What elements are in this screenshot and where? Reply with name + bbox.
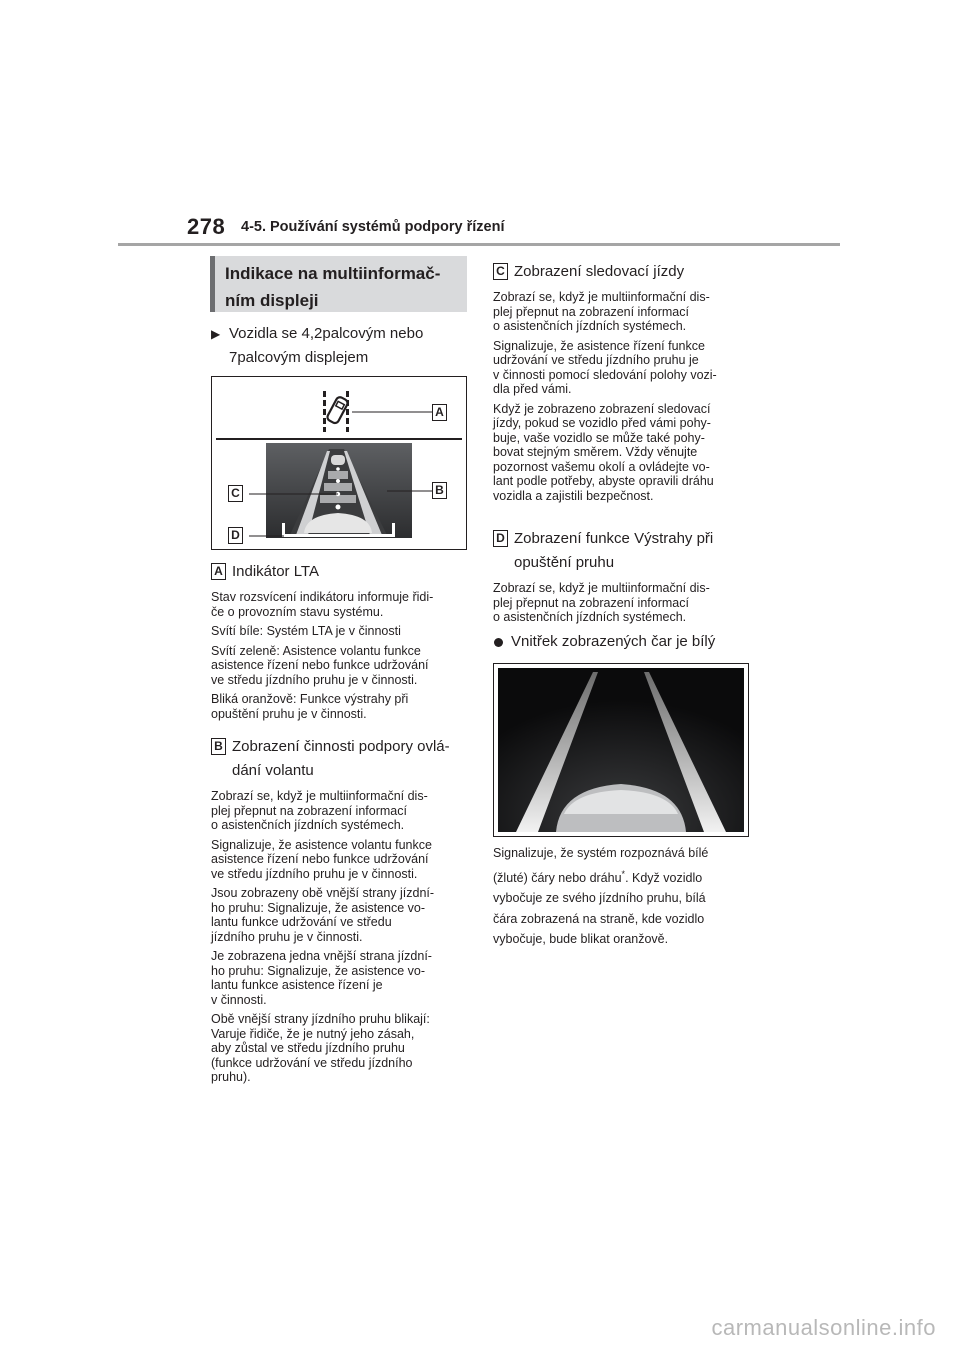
paragraph bbox=[493, 290, 755, 334]
item-d-paragraphs bbox=[493, 581, 755, 625]
paragraph-line: o asistenčních jízdních systémech. bbox=[211, 818, 405, 832]
caption-line-5: vybočuje, bude blikat oranžově. bbox=[493, 932, 669, 947]
paragraph-line: Zobrazí se, když je multiinformační dis- bbox=[493, 290, 710, 304]
paragraph-line: dla před vámi. bbox=[493, 382, 572, 396]
paragraph-line: Když je zobrazeno zobrazení sledovací bbox=[493, 401, 711, 416]
caption-line-3: vybočuje ze svého jízdního pruhu, bílá bbox=[493, 891, 706, 906]
item-b-tag: B bbox=[211, 738, 226, 755]
item-c bbox=[493, 260, 755, 508]
item-d-title-line-1: Zobrazení funkce Výstrahy při bbox=[514, 530, 714, 547]
paragraph-line: Bliká oranžově: Funkce výstrahy při bbox=[211, 692, 409, 706]
paragraph-line: Stav rozsvícení indikátoru informuje řidi- bbox=[211, 590, 434, 604]
item-c-paragraphs bbox=[493, 290, 755, 503]
bullet-item bbox=[493, 631, 755, 653]
section-title-box bbox=[210, 256, 467, 312]
paragraph-line: asistence řízení nebo funkce udržování bbox=[211, 852, 429, 866]
section-title-line-2: ním displeji bbox=[225, 291, 319, 310]
callout-tag-d: D bbox=[228, 527, 243, 544]
callout-tag-b: B bbox=[432, 482, 447, 499]
paragraph bbox=[211, 789, 469, 833]
paragraph-line: plej přepnut na zobrazení informací bbox=[493, 595, 689, 610]
item-a-tag: A bbox=[211, 563, 226, 580]
bullet-icon bbox=[494, 638, 503, 647]
item-b-title-line-2: dání volantu bbox=[232, 762, 314, 779]
paragraph-line: buje, vaše vozidlo se může také pohy- bbox=[493, 430, 705, 445]
paragraph-line: (funkce udržování ve středu jízdního bbox=[211, 1055, 413, 1070]
item-d-title-line-2: opuštění pruhu bbox=[514, 554, 615, 571]
paragraph bbox=[211, 590, 469, 619]
lane-departure-illustration bbox=[493, 663, 749, 837]
paragraph-line: vozidla a zajistili bezpečnost. bbox=[493, 488, 654, 503]
paragraph-line: lantu funkce udržování ve středu bbox=[211, 915, 392, 929]
paragraph-line: ve středu jízdního pruhu je v činnosti. bbox=[211, 672, 418, 687]
caption-line-2-tail: . Když vozidlo bbox=[625, 870, 703, 885]
paragraph-line: jízdního pruhu je v činnosti. bbox=[211, 929, 363, 944]
paragraph bbox=[211, 949, 469, 1007]
watermark: carmanualsonline.info bbox=[711, 1315, 936, 1340]
item-b-paragraphs bbox=[211, 789, 469, 1085]
paragraph-line: v činnosti. bbox=[211, 992, 267, 1007]
paragraph bbox=[211, 624, 469, 639]
paragraph-line: ve středu jízdního pruhu je v činnosti. bbox=[211, 866, 418, 881]
item-c-title: Zobrazení sledovací jízdy bbox=[514, 263, 685, 280]
figure-caption bbox=[493, 843, 755, 950]
caption-line-2-text: (žluté) čáry nebo dráhu bbox=[493, 870, 622, 885]
item-a-title: Indikátor LTA bbox=[232, 563, 319, 580]
paragraph-line: jízdy, pokud se vozidlo před vámi pohy- bbox=[493, 416, 711, 430]
lta-indicator-icon bbox=[323, 391, 349, 432]
paragraph-line: opuštění pruhu je v činnosti. bbox=[211, 706, 367, 721]
item-a-paragraphs bbox=[211, 590, 469, 721]
paragraph-line: asistence řízení nebo funkce udržování bbox=[211, 658, 429, 672]
paragraph-line: Obě vnější strany jízdního pruhu blikají: bbox=[211, 1012, 430, 1026]
paragraph-line: Zobrazí se, když je multiinformační dis- bbox=[211, 789, 428, 803]
paragraph-line: Zobrazí se, když je multiinformační dis- bbox=[493, 581, 710, 595]
paragraph-line: ho pruhu: Signalizuje, že asistence vo- bbox=[211, 963, 426, 978]
paragraph-line: pozornost vašemu okolí a ovládejte vo- bbox=[493, 459, 710, 474]
paragraph-line: lantu funkce asistence řízení je bbox=[211, 978, 383, 992]
lane-departure-svg bbox=[494, 664, 748, 836]
paragraph bbox=[493, 402, 755, 504]
paragraph-line: ho pruhu: Signalizuje, že asistence vo- bbox=[211, 900, 426, 915]
item-c-tag: C bbox=[493, 263, 508, 280]
caption-line-1: Signalizuje, že systém rozpoznává bílé bbox=[493, 846, 709, 860]
paragraph-line: udržování ve středu jízdního pruhu je bbox=[493, 353, 699, 367]
vehicle-variant-line-2: 7palcovým displejem bbox=[229, 349, 369, 366]
item-b-title-line-1: Zobrazení činnosti podpory ovlá- bbox=[232, 738, 450, 755]
paragraph-line: o asistenčních jízdních systémech. bbox=[493, 319, 687, 333]
paragraph-line: če o provozním stavu systému. bbox=[211, 604, 384, 619]
caption-line-4: čára zobrazená na straně, kde vozidlo bbox=[493, 911, 705, 926]
paragraph bbox=[211, 1012, 469, 1085]
paragraph-line: bovat stejným směrem. Vždy věnujte bbox=[493, 445, 698, 459]
display-illustration bbox=[211, 376, 467, 550]
paragraph bbox=[211, 692, 469, 721]
page-number: 278 bbox=[187, 214, 226, 239]
paragraph-line: Jsou zobrazeny obě vnější strany jízdní- bbox=[211, 886, 435, 900]
bullet-text: Vnitřek zobrazených čar je bílý bbox=[511, 632, 716, 650]
footnote-marker: * bbox=[621, 868, 626, 879]
item-b bbox=[211, 735, 469, 1090]
paragraph-line: plej přepnut na zobrazení informací bbox=[493, 304, 689, 319]
callout-tag-a: A bbox=[432, 404, 447, 421]
paragraph bbox=[211, 644, 469, 688]
vehicle-variant-item bbox=[211, 322, 469, 370]
arrow-right-icon: ▶ bbox=[211, 327, 221, 341]
paragraph bbox=[211, 838, 469, 882]
caption-line-2 bbox=[493, 864, 755, 889]
paragraph bbox=[493, 339, 755, 397]
section-title-line-1: Indikace na multiinformač- bbox=[225, 264, 441, 283]
paragraph-line: Je zobrazena jedna vnější strana jízdní- bbox=[211, 949, 432, 963]
paragraph bbox=[493, 581, 755, 625]
paragraph-line: plej přepnut na zobrazení informací bbox=[211, 803, 407, 818]
item-d bbox=[493, 527, 755, 653]
paragraph-line: Varuje řidiče, že je nutný jeho zásah, bbox=[211, 1026, 415, 1041]
paragraph-line: Svítí bíle: Systém LTA je v činnosti bbox=[211, 624, 401, 638]
paragraph-line: aby zůstal ve středu jízdního pruhu bbox=[211, 1041, 405, 1055]
paragraph-line: v činnosti pomocí sledování polohy vozi- bbox=[493, 367, 717, 382]
paragraph-line: Svítí zeleně: Asistence volantu funkce bbox=[211, 643, 421, 658]
vehicle-variant-line-1: Vozidla se 4,2palcovým nebo bbox=[229, 325, 424, 342]
item-d-tag: D bbox=[493, 530, 508, 547]
paragraph bbox=[211, 886, 469, 944]
callout-tag-c: C bbox=[228, 485, 243, 502]
paragraph-line: pruhu). bbox=[211, 1070, 251, 1084]
paragraph-line: Signalizuje, že asistence volantu funkce bbox=[211, 837, 432, 852]
display-illustration-svg bbox=[212, 377, 466, 549]
paragraph-line: Signalizuje, že asistence řízení funkce bbox=[493, 338, 705, 353]
header-divider bbox=[118, 243, 840, 246]
chapter-title: 4-5. Používání systémů podpory řízení bbox=[241, 219, 505, 235]
paragraph-line: o asistenčních jízdních systémech. bbox=[493, 610, 687, 624]
paragraph-line: lant podle potřeby, abyste opravili dráhu bbox=[493, 474, 714, 488]
item-a bbox=[211, 560, 469, 726]
